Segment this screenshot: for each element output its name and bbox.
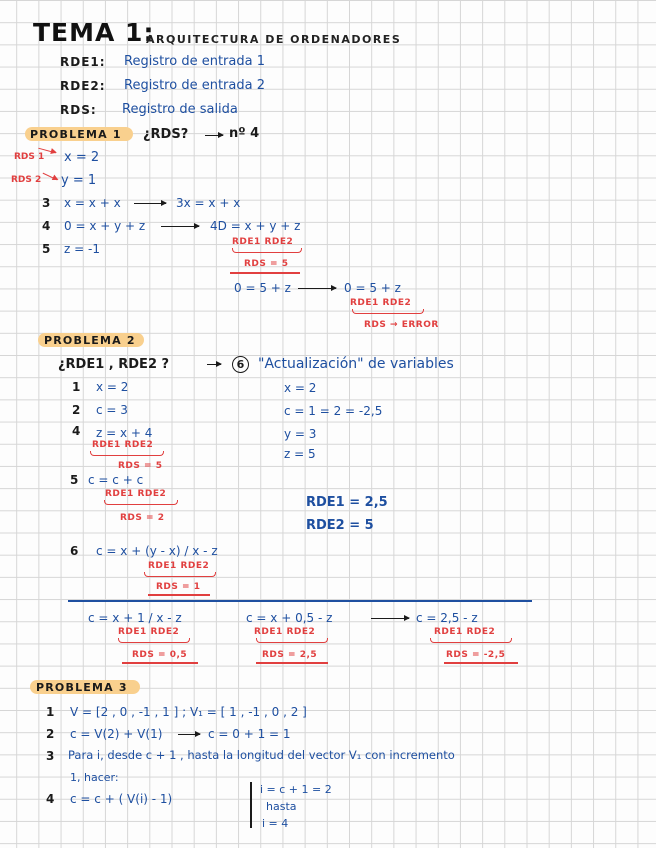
p1-line-4b: 4D = x + y + z xyxy=(210,219,301,233)
p1-step-number: 3 xyxy=(42,196,51,210)
side-divider xyxy=(250,782,252,828)
rds-result: RDS = 5 xyxy=(244,259,289,269)
register-brace xyxy=(352,309,424,314)
p2-rde1-result: RDE1 = 2,5 xyxy=(306,495,388,510)
register-labels: RDE1 RDE2 xyxy=(105,489,167,499)
p3-side-2: hasta xyxy=(266,800,297,813)
p2-step-number: 5 xyxy=(70,473,79,487)
page-subtitle: ARQUITECTURA DE ORDENADORES xyxy=(146,33,402,46)
problem-2-title: PROBLEMA 2 xyxy=(44,334,136,347)
p2-step-number: 1 xyxy=(72,380,81,394)
register-brace xyxy=(118,638,190,643)
p1-line-2: y = 1 xyxy=(61,173,97,188)
p2-rde2-result: RDE2 = 5 xyxy=(306,518,374,533)
rds-error: RDS → ERROR xyxy=(364,320,439,330)
divider-line xyxy=(68,600,532,602)
p3-step-number: 3 xyxy=(46,749,55,763)
register-brace xyxy=(104,500,178,505)
p2-result-c: c = 1 = 2 = -2,5 xyxy=(284,404,383,418)
rds-result: RDS = 2 xyxy=(120,513,165,523)
p1-line-3b: 3x = x + x xyxy=(176,196,241,210)
arrow xyxy=(298,288,336,289)
p3-line-2a: c = V(2) + V(1) xyxy=(70,727,163,741)
p3-line-4: c = c + ( V(i) - 1) xyxy=(70,792,173,806)
p2-calc-1: c = x + 1 / x - z xyxy=(88,611,182,625)
definition-value: Registro de entrada 2 xyxy=(124,78,265,93)
problem-1-ref: nº 4 xyxy=(229,126,260,141)
definition-key: RDS: xyxy=(60,103,97,117)
p1-line-6a: 0 = 5 + z xyxy=(234,281,291,295)
definition-key: RDE1: xyxy=(60,55,106,69)
p3-line-3-cont: 1, hacer: xyxy=(70,771,119,784)
red-arrow xyxy=(42,173,57,181)
register-brace xyxy=(144,572,216,577)
register-labels: RDE1 RDE2 xyxy=(92,440,154,450)
p3-side-1: i = c + 1 = 2 xyxy=(260,783,332,796)
rds-result: RDS = 2,5 xyxy=(262,650,318,660)
p3-line-1: V = [2 , 0 , -1 , 1 ] ; V₁ = [ 1 , -1 , 0 , 2 ] xyxy=(70,705,307,719)
p2-line-5: c = c + c xyxy=(88,473,144,487)
p1-line-4a: 0 = x + y + z xyxy=(64,219,146,233)
arrow xyxy=(178,734,200,735)
rds-result: RDS = 5 xyxy=(118,461,163,471)
page-title: TEMA 1: xyxy=(33,18,155,47)
p2-calc-2: c = x + 0,5 - z xyxy=(246,611,333,625)
arrow xyxy=(161,226,199,227)
arrow xyxy=(207,364,221,365)
p1-line-1: x = 2 xyxy=(64,150,100,165)
p2-result-z: z = 5 xyxy=(284,447,316,461)
definition-key: RDE2: xyxy=(60,79,106,93)
circled-number: 6 xyxy=(232,356,249,373)
p3-step-number: 1 xyxy=(46,705,55,719)
p3-line-2b: c = 0 + 1 = 1 xyxy=(208,727,291,741)
rds-2-label: RDS 2 xyxy=(11,175,42,185)
p2-step-number: 4 xyxy=(72,424,81,438)
arrow xyxy=(134,203,166,204)
p1-line-5: z = -1 xyxy=(64,242,100,256)
p3-line-3: Para i, desde c + 1 , hasta la longitud del vector V₁ con incremento xyxy=(68,748,455,762)
problem-1-question: ¿RDS? xyxy=(143,127,189,142)
register-labels: RDE1 RDE2 xyxy=(434,627,496,637)
register-labels: RDE1 RDE2 xyxy=(118,627,180,637)
register-labels: RDE1 RDE2 xyxy=(148,561,210,571)
register-brace xyxy=(232,248,302,253)
definition-value: Registro de entrada 1 xyxy=(124,54,265,69)
register-labels: RDE1 RDE2 xyxy=(232,237,294,247)
register-brace xyxy=(430,638,512,643)
problem-2-note: "Actualización" de variables xyxy=(258,356,454,372)
p2-line-1: x = 2 xyxy=(96,380,129,394)
p3-step-number: 2 xyxy=(46,727,55,741)
p1-step-number: 5 xyxy=(42,242,51,256)
p2-step-number: 6 xyxy=(70,544,79,558)
rds-result: RDS = -2,5 xyxy=(446,650,506,660)
p2-line-2: c = 3 xyxy=(96,403,128,417)
arrow xyxy=(205,135,223,136)
problem-3-title: PROBLEMA 3 xyxy=(36,681,128,694)
p3-side-3: i = 4 xyxy=(262,817,289,830)
p2-calc-3: c = 2,5 - z xyxy=(416,611,478,625)
arrow xyxy=(371,618,409,619)
rds-result: RDS = 0,5 xyxy=(132,650,188,660)
p2-line-4: z = x + 4 xyxy=(96,426,153,440)
p3-step-number: 4 xyxy=(46,792,55,806)
p2-result-x: x = 2 xyxy=(284,381,317,395)
rds-result: RDS = 1 xyxy=(156,582,201,592)
result-underline xyxy=(256,662,328,664)
result-underline xyxy=(230,272,300,274)
register-labels: RDE1 RDE2 xyxy=(254,627,316,637)
register-labels: RDE1 RDE2 xyxy=(350,298,412,308)
problem-1-title: PROBLEMA 1 xyxy=(30,128,122,141)
definition-value: Registro de salida xyxy=(122,102,238,117)
problem-2-question: ¿RDE1 , RDE2 ? xyxy=(58,357,170,372)
register-brace xyxy=(256,638,328,643)
p1-step-number: 4 xyxy=(42,219,51,233)
p1-line-6b: 0 = 5 + z xyxy=(344,281,401,295)
result-underline xyxy=(444,662,518,664)
register-brace xyxy=(90,451,164,456)
p1-line-3a: x = x + x xyxy=(64,196,121,210)
result-underline xyxy=(122,662,198,664)
result-underline xyxy=(148,594,210,596)
p2-line-6: c = x + (y - x) / x - z xyxy=(96,544,218,558)
p2-result-y: y = 3 xyxy=(284,427,317,441)
rds-1-label: RDS 1 xyxy=(14,152,45,162)
p2-step-number: 2 xyxy=(72,403,81,417)
